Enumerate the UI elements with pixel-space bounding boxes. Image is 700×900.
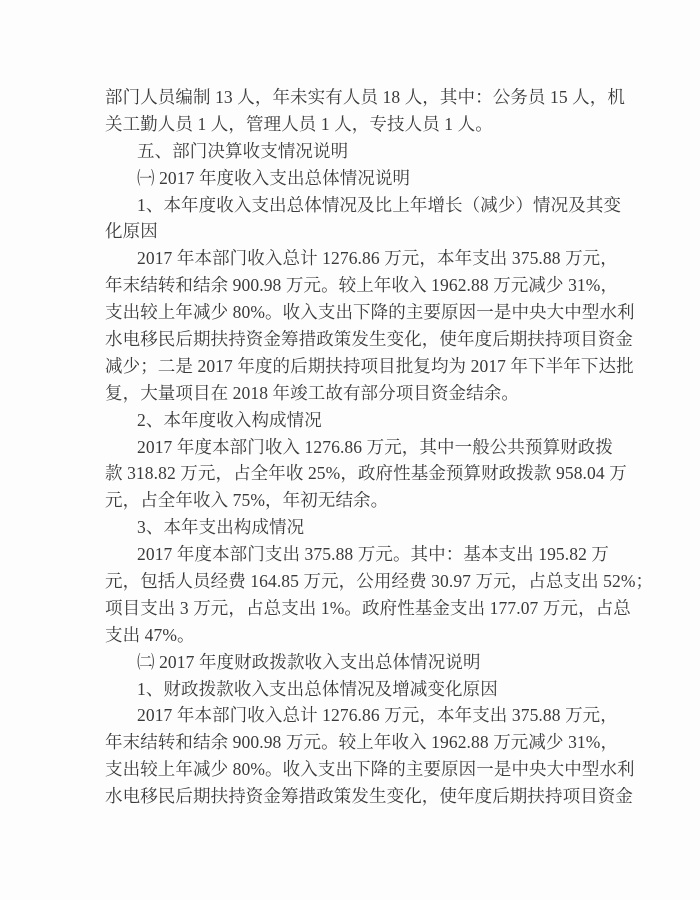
text-line: 部门人员编制 13 人，年未实有人员 18 人，其中：公务员 15 人，机 — [105, 87, 625, 107]
text-line: 化原因 — [105, 221, 158, 242]
text-line: 2、本年度收入构成情况 — [137, 409, 322, 430]
text-line: 年末结转和结余 900.98 万元。较上年收入 1962.88 万元减少 31%， — [105, 732, 619, 753]
text-line: 2017 年度本部门支出 375.88 万元。其中：基本支出 195.82 万 — [137, 544, 610, 565]
text-line: 3、本年支出构成情况 — [137, 517, 305, 538]
text-line: 支出 47%。 — [105, 624, 195, 645]
text-line: 项目支出 3 万元，占总支出 1%。政府性基金支出 177.07 万元，占总 — [105, 597, 631, 618]
text-line: 1、本年度收入支出总体情况及比上年增长（减少）情况及其变 — [137, 194, 622, 215]
text-line: 水电移民后期扶持资金筹措政策发生变化，使年度后期扶持项目资金 — [105, 786, 633, 807]
text-line: ㈠ 2017 年度收入支出总体情况说明 — [137, 167, 411, 188]
text-line: 2017 年本部门收入总计 1276.86 万元，本年支出 375.88 万元， — [137, 248, 618, 269]
text-line: 五、部门决算收支情况说明 — [137, 140, 349, 161]
text-line: ㈡ 2017 年度财政拨款收入支出总体情况说明 — [137, 651, 481, 672]
document-lines — [105, 84, 654, 810]
text-line: 年末结转和结余 900.98 万元。较上年收入 1962.88 万元减少 31%， — [105, 275, 619, 296]
text-line: 1、财政拨款收入支出总体情况及增减变化原因 — [137, 678, 498, 699]
text-line: 复，大量项目在 2018 年竣工故有部分项目资金结余。 — [105, 382, 519, 403]
text-line: 2017 年度本部门收入 1276.86 万元，其中一般公共预算财政拨 — [137, 436, 613, 457]
text-line: 元，占全年收入 75%，年初无结余。 — [105, 490, 389, 511]
text-line: 支出较上年减少 80%。收入支出下降的主要原因一是中央大中型水利 — [105, 302, 635, 323]
text-line: 元，包括人员经费 164.85 万元，公用经费 30.97 万元，占总支出 52%； — [105, 571, 654, 592]
text-line: 水电移民后期扶持资金筹措政策发生变化，使年度后期扶持项目资金 — [105, 329, 633, 350]
text-line: 款 318.82 万元，占全年收 25%，政府性基金预算财政拨款 958.04 万 — [105, 463, 627, 484]
text-line: 支出较上年减少 80%。收入支出下降的主要原因一是中央大中型水利 — [105, 759, 635, 780]
text-line: 关工勤人员 1 人，管理人员 1 人，专技人员 1 人。 — [105, 113, 493, 134]
text-line: 2017 年本部门收入总计 1276.86 万元，本年支出 375.88 万元， — [137, 705, 618, 726]
text-line: 减少；二是 2017 年度的后期扶持项目批复均为 2017 年下半年下达批 — [105, 355, 634, 376]
